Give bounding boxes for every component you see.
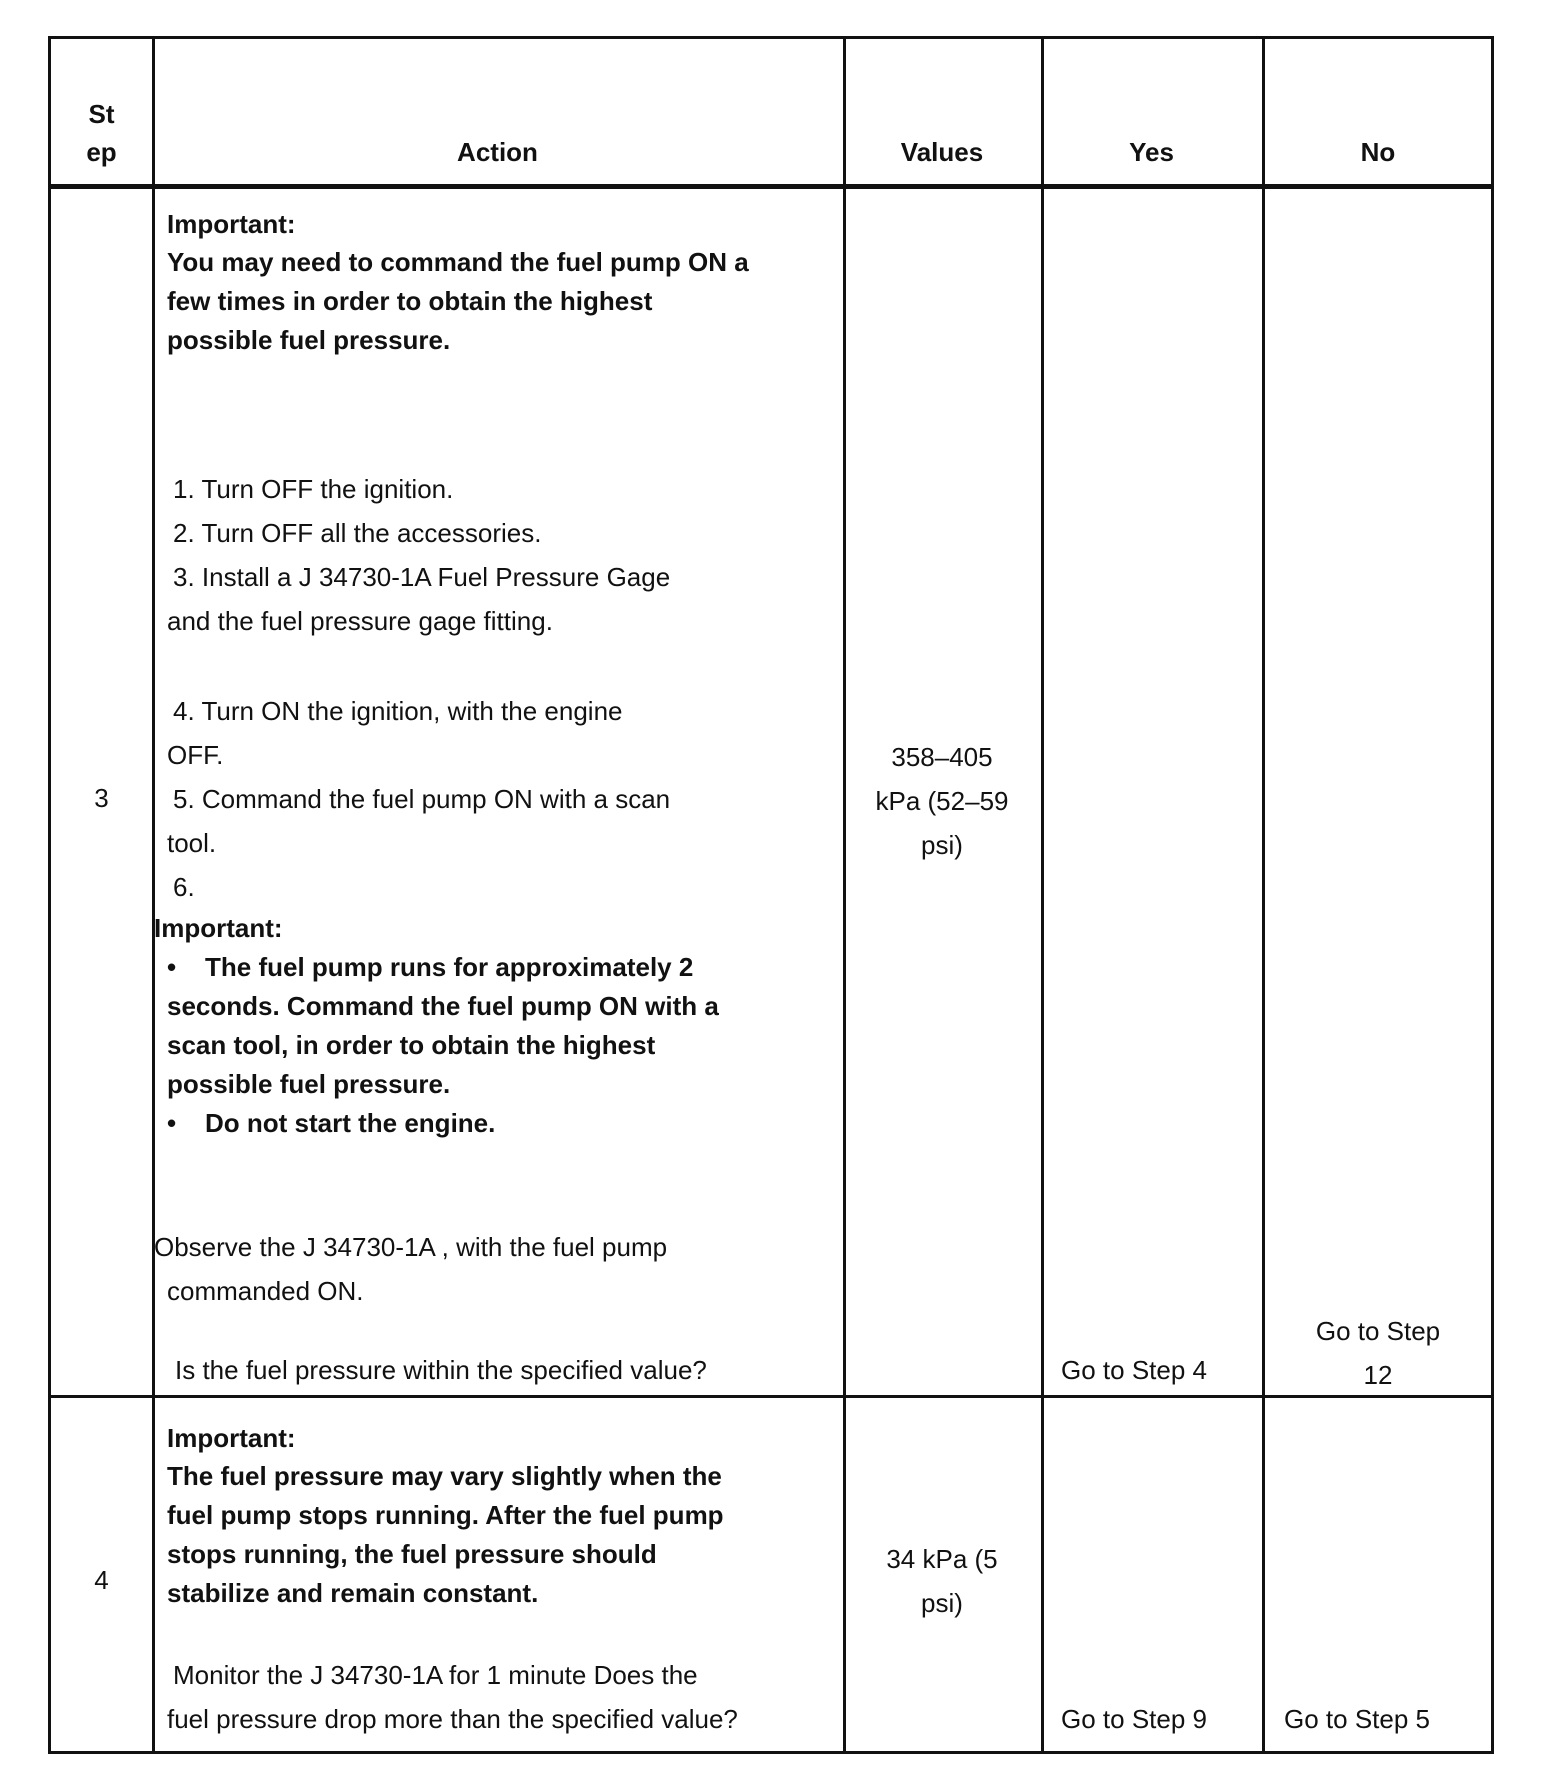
value-line: psi) [921,1588,963,1618]
procedure-step: 2. Turn OFF all the accessories. [173,518,542,548]
procedure-step: tool. [167,828,217,858]
question-line: Monitor the J 34730-1A for 1 minute Does the [173,1660,698,1690]
value-line: 358–405 [891,742,993,772]
row-values [843,735,1041,867]
row-yes: Go to Step 4 [1061,1355,1207,1385]
column-divider [152,39,155,1751]
row-step-number: 4 [94,1565,109,1595]
row-step-number: 3 [94,783,109,813]
row-yes: Go to Step 9 [1061,1704,1207,1734]
bullet-text: The fuel pump runs for approximately 2 [205,952,694,982]
procedure-step: 1. Turn OFF the ignition. [173,474,454,504]
bullet-text: seconds. Command the fuel pump ON with a [167,991,719,1021]
important-line: The fuel pressure may vary slightly when the [167,1461,722,1491]
row-values [843,1537,1041,1625]
row-no: Go to Step 5 [1284,1704,1430,1734]
value-line: kPa (52–59 [875,786,1009,816]
bullet-icon: • [167,952,177,982]
row-no [1262,1309,1494,1397]
procedure-step: 5. Command the fuel pump ON with a scan [173,784,671,814]
important-label: Important: [167,209,296,239]
important-bullets [167,948,719,1143]
important-line: stabilize and remain constant. [167,1578,539,1608]
important-note [167,243,749,360]
question: Is the fuel pressure within the specified value? [175,1355,707,1385]
important-note [167,1457,724,1613]
diagnostic-table [48,36,1494,1754]
column-divider [1041,39,1044,1751]
header-step [51,95,152,171]
important-line: You may need to command the fuel pump ON a [167,247,749,277]
important-line: stops running, the fuel pressure should [167,1539,657,1569]
header-values: Values [900,137,984,167]
value-line: psi) [921,830,963,860]
header-divider [51,184,1491,189]
bullet-text: scan tool, in order to obtain the highest [167,1030,656,1060]
important-line: fuel pump stops running. After the fuel pump [167,1500,724,1530]
procedure-step: 4. Turn ON the ignition, with the engine [173,696,623,726]
procedure-step: and the fuel pressure gage fitting. [167,606,553,636]
bullet-text: Do not start the engine. [205,1108,496,1138]
header-action: Action [457,137,538,167]
observe-line: commanded ON. [167,1276,364,1306]
column-divider [1262,39,1265,1751]
important-label: Important: [154,913,283,943]
procedure-step: 3. Install a J 34730-1A Fuel Pressure Gage [173,562,671,592]
procedure-step: 6. [173,872,195,902]
column-divider [843,39,846,1751]
important-line: few times in order to obtain the highest [167,286,653,316]
header-no: No [1360,137,1396,167]
observe-line: Observe the J 34730-1A , with the fuel pump [154,1232,668,1262]
no-line: Go to Step [1315,1316,1441,1346]
important-label: Important: [167,1423,296,1453]
bullet-icon: • [167,1108,177,1138]
procedure-step: OFF. [167,740,224,770]
no-line: 12 [1363,1360,1393,1390]
value-line: 34 kPa (5 [886,1544,998,1574]
header-step-line2: ep [86,137,117,167]
question-line: fuel pressure drop more than the specified value? [167,1704,738,1734]
header-yes: Yes [1129,137,1174,167]
header-step-line1: St [88,99,115,129]
important-line: possible fuel pressure. [167,325,451,355]
bullet-text: possible fuel pressure. [167,1069,451,1099]
